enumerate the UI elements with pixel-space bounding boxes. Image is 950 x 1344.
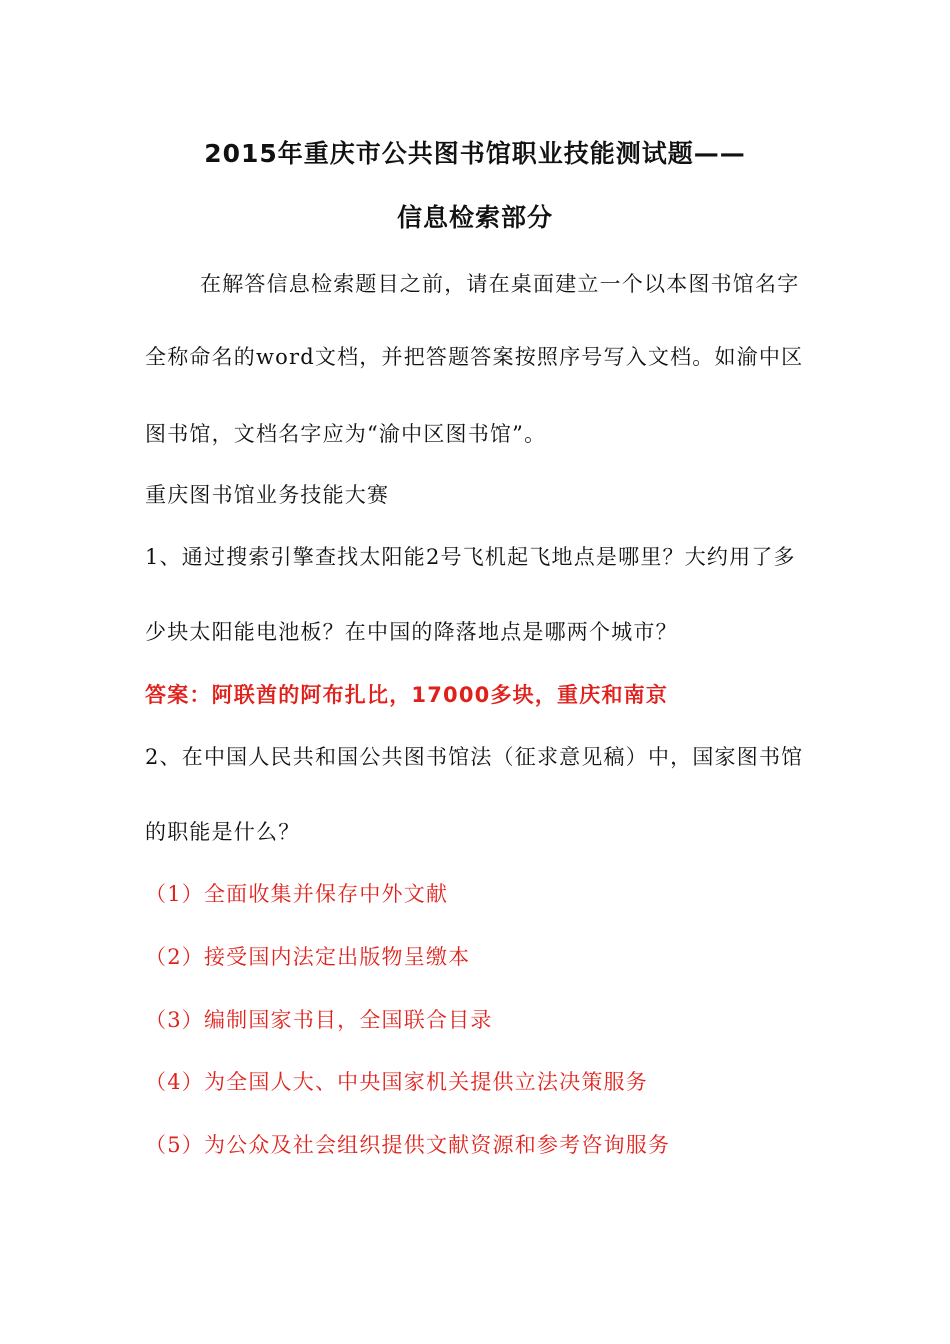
intro-line-3: 图书馆，文档名字应为“渝中区图书馆”。 <box>145 422 547 446</box>
document-title-line-2: 信息检索部分 <box>396 203 553 232</box>
question-2-answer-item: （1）全面收集并保存中外文献 <box>145 882 449 906</box>
question-1-line-2: 少块太阳能电池板？在中国的降落地点是哪两个城市？ <box>145 620 678 644</box>
document-title-line-1: 2015年重庆市公共图书馆职业技能测试题—— <box>204 139 746 168</box>
question-2-answer-item: （2）接受国内法定出版物呈缴本 <box>145 945 471 969</box>
question-2-line-2: 的职能是什么？ <box>145 820 301 844</box>
question-2-answer-item: （3）编制国家书目，全国联合目录 <box>145 1008 493 1032</box>
question-1-line-1: 1、通过搜索引擎查找太阳能2号飞机起飞地点是哪里？大约用了多 <box>145 545 796 569</box>
question-2-answer-item: （4）为全国人大、中央国家机关提供立法决策服务 <box>145 1070 648 1094</box>
question-2-answer-item: （5）为公众及社会组织提供文献资源和参考咨询服务 <box>145 1133 671 1157</box>
question-2-line-1: 2、在中国人民共和国公共图书馆法（征求意见稿）中，国家图书馆 <box>145 745 804 769</box>
contest-name: 重庆图书馆业务技能大赛 <box>145 483 390 507</box>
intro-line-1: 在解答信息检索题目之前，请在桌面建立一个以本图书馆名字 <box>200 272 800 296</box>
question-1-answer: 答案：阿联酋的阿布扎比，17000多块，重庆和南京 <box>145 683 669 707</box>
intro-line-2: 全称命名的word文档，并把答题答案按照序号写入文档。如渝中区 <box>145 345 804 369</box>
